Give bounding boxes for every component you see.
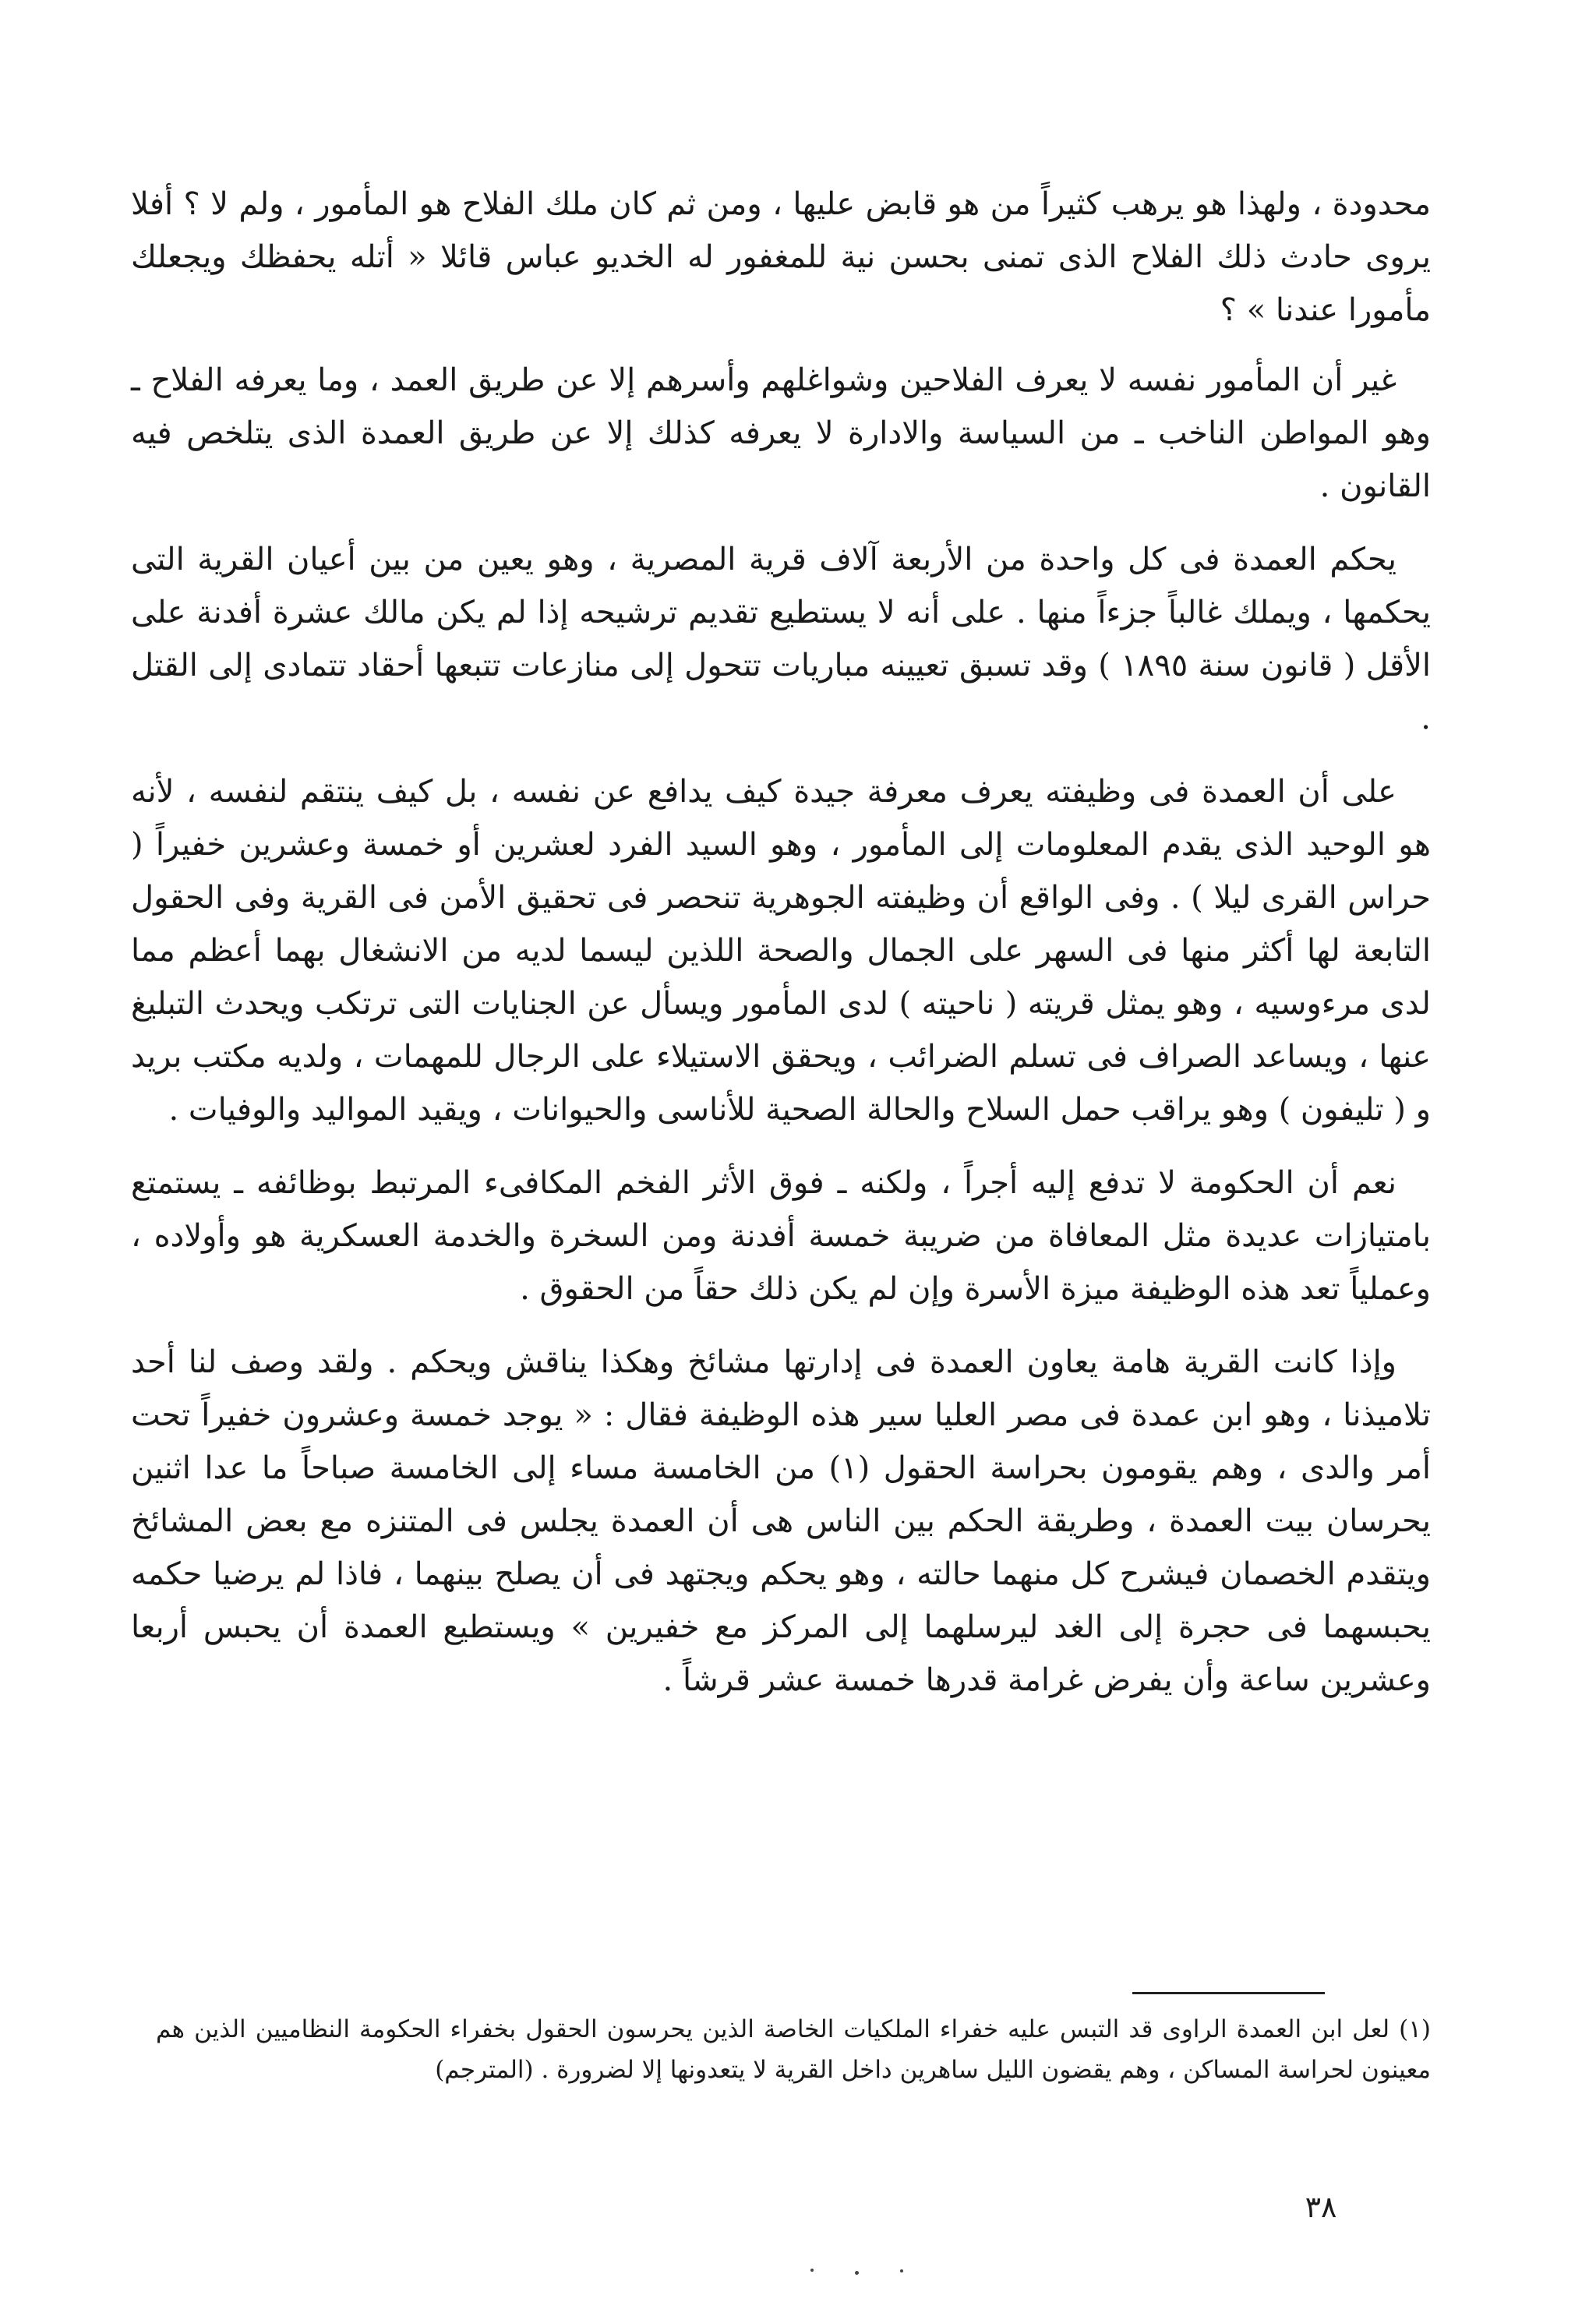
- paragraph: محدودة ، ولهذا هو يرهب كثيراً من هو قابض عليها ، ومن ثم كان ملك الفلاح هو المأمور ، ولم لا ؟ أفلا يروى حادث ذلك الفلاح الذى تمنى بحسن نية للمغفور له الخديو عباس قائلا « أتله يحفظك ويجعلك مأمورا عندنا » ؟: [131, 186, 1431, 328]
- paragraph: غير أن المأمور نفسه لا يعرف الفلاحين وشواغلهم وأسرهم إلا عن طريق العمد ، وما يعرفه الفلاح ـ وهو المواطن الناخب ـ من السياسة والادارة لا يعرفه كذلك إلا عن طريق العمدة الذى يتلخص فيه القانون .: [131, 362, 1431, 504]
- scan-speck: [810, 2269, 814, 2272]
- scan-speck: [855, 2271, 859, 2275]
- paragraph: يحكم العمدة فى كل واحدة من الأربعة آلاف قرية المصرية ، وهو يعين من بين أعيان القرية التى يحكمها ، ويملك غالباً جزءاً منها . على أنه لا يستطيع تقديم ترشيحه إذا لم يكن مالك عشرة أفدنة على الأقل ( قانون سنة ١٨٩٥ ) وقد تسبق تعيينه مباريات تتحول إلى منازعات تتبعها أحقاد تتمادى إلى القتل .: [131, 542, 1432, 736]
- paragraph: على أن العمدة فى وظيفته يعرف معرفة جيدة كيف يدافع عن نفسه ، بل كيف ينتقم لنفسه ، لأنه هو الوحيد الذى يقدم المعلومات إلى المأمور ، وهو السيد الفرد لعشرين أو خمسة وعشرين خفيراً ( حراس القرى ليلا ) . وفى الواقع أن وظيفته الجوهرية تنحصر فى تحقيق الأمن فى القرية وفى الحقول التابعة لها أكثر منها فى السهر على الجمال والصحة اللذين ليسما لديه من الانشغال بهما أعظم مما لدى مرءوسيه ، وهو يمثل قريته ( ناحيته ) لدى المأمور ويسأل عن الجنايات التى ترتكب ويحدث التبليغ عنها ، ويساعد الصراف فى تسلم الضرائب ، ويحقق الاستيلاء على الرجال للمهمات ، ولديه مكتب بريد و ( تليفون ) وهو يراقب حمل السلاح والحالة الصحية للأناسى والحيوانات ، ويقيد المواليد والوفيات .: [131, 774, 1431, 1128]
- scan-speck: [900, 2269, 903, 2272]
- paragraph: نعم أن الحكومة لا تدفع إليه أجراً ، ولكنه ـ فوق الأثر الفخم المكافىء المرتبط بوظائفه ـ يستمتع بامتيازات عديدة مثل المعافاة من ضريبة خمسة أفدنة ومن السخرة والخدمة العسكرية هو وأولاده ، وعملياً تعد هذه الوظيفة ميزة الأسرة وإن لم يكن ذلك حقاً من الحقوق .: [131, 1165, 1431, 1307]
- body-text: [131, 178, 1431, 1727]
- footnote: (١) لعل ابن العمدة الراوى قد التبس عليه خفراء الملكيات الخاصة الذين يحرسون الحقول بخفراء الحكومة النظاميين الذين هم معينون لحراسة المساكن ، وهم يقضون الليل ساهرين داخل القرية لا يتعدونها إلا لضرورة . (المترجم): [156, 2015, 1431, 2084]
- footnote-divider: [1132, 1992, 1325, 1994]
- paragraph: وإذا كانت القرية هامة يعاون العمدة فى إدارتها مشائخ وهكذا يناقش ويحكم . ولقد وصف لنا أحد تلاميذنا ، وهو ابن عمدة فى مصر العليا سير هذه الوظيفة فقال : « يوجد خمسة وعشرون خفيراً تحت أمر والدى ، وهم يقومون بحراسة الحقول (١) من الخامسة مساء إلى الخامسة صباحاً ما عدا اثنين يحرسان بيت العمدة ، وطريقة الحكم بين الناس هى أن العمدة يجلس فى المتنزه مع بعض المشائخ ويتقدم الخصمان فيشرح كل منهما حالته ، وهو يحكم ويجتهد فى أن يصلح بينهما ، فاذا لم يرضيا حكمه يحبسهما فى حجرة إلى الغد ليرسلهما إلى المركز مع خفيرين » ويستطيع العمدة أن يحبس أربعا وعشرين ساعة وأن يفرض غرامة قدرها خمسة عشر قرشاً .: [131, 1344, 1431, 1698]
- page-number: ٣٨: [1305, 2190, 1337, 2224]
